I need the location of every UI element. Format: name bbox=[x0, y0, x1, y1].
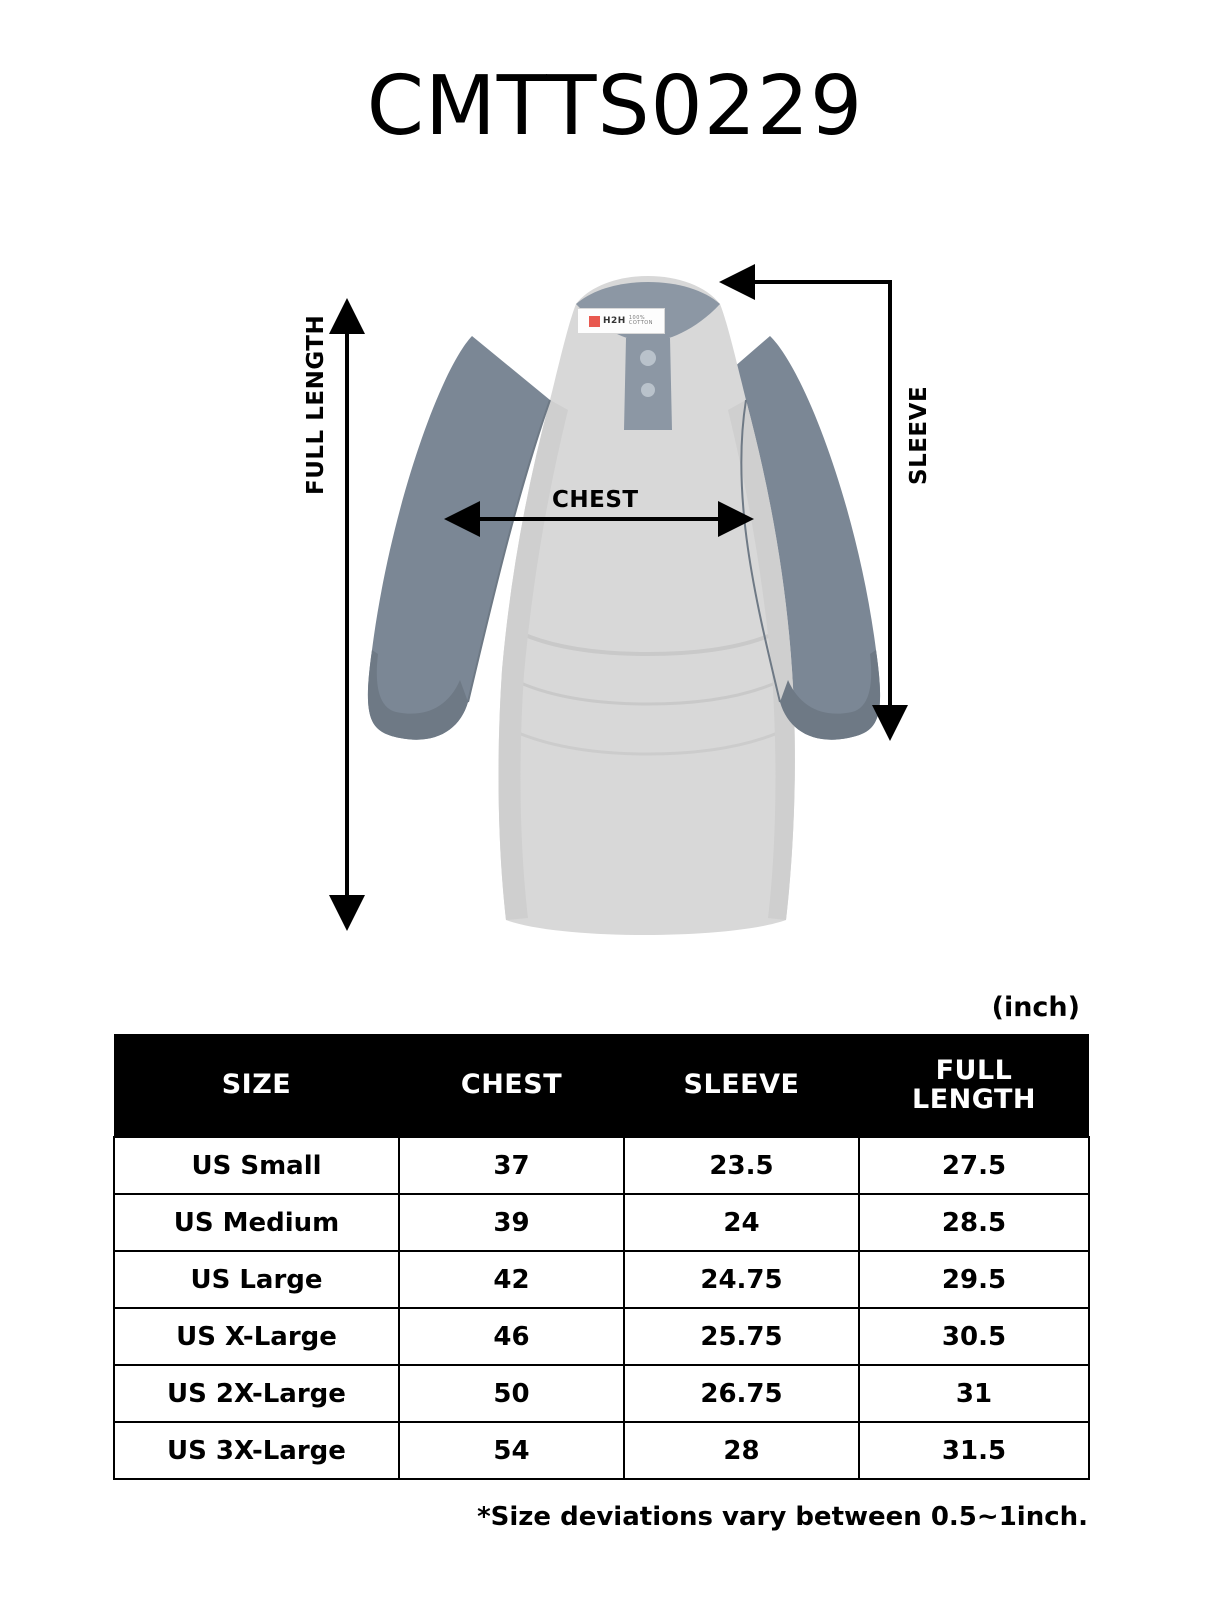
full-length-label: FULL LENGTH bbox=[303, 314, 329, 495]
table-row bbox=[114, 1251, 1089, 1308]
size-chart-table bbox=[113, 1034, 1090, 1480]
header-full-length-line2: LENGTH bbox=[912, 1084, 1036, 1115]
cell-chest: 50 bbox=[399, 1365, 624, 1422]
header-full-length bbox=[859, 1034, 1089, 1137]
button-top bbox=[640, 350, 656, 366]
header-size: SIZE bbox=[114, 1034, 399, 1137]
brand-name: H2H bbox=[603, 316, 626, 326]
tag-sub-line1: 100% bbox=[628, 314, 646, 321]
table-header-row bbox=[114, 1034, 1089, 1137]
cell-chest: 54 bbox=[399, 1422, 624, 1479]
cell-size: US Large bbox=[114, 1251, 399, 1308]
page-title: CMTTS0229 bbox=[366, 59, 864, 154]
header-full-length-line1: FULL bbox=[935, 1054, 1013, 1086]
button-bottom bbox=[641, 383, 655, 397]
brand-logo-icon bbox=[589, 316, 600, 327]
garment-illustration bbox=[300, 250, 1000, 970]
cell-chest: 39 bbox=[399, 1194, 624, 1251]
cell-full-length: 29.5 bbox=[859, 1251, 1089, 1308]
cell-sleeve: 25.75 bbox=[624, 1308, 859, 1365]
size-deviation-footnote: *Size deviations vary between 0.5~1inch. bbox=[477, 1502, 1088, 1532]
cell-chest: 46 bbox=[399, 1308, 624, 1365]
cell-size: US Small bbox=[114, 1137, 399, 1194]
table-row bbox=[114, 1194, 1089, 1251]
shirt-graphic bbox=[300, 250, 1000, 970]
cell-size: US 2X-Large bbox=[114, 1365, 399, 1422]
cell-size: US 3X-Large bbox=[114, 1422, 399, 1479]
header-chest: CHEST bbox=[399, 1034, 624, 1137]
cell-sleeve: 24 bbox=[624, 1194, 859, 1251]
cell-sleeve: 26.75 bbox=[624, 1365, 859, 1422]
cell-full-length: 30.5 bbox=[859, 1308, 1089, 1365]
cell-chest: 42 bbox=[399, 1251, 624, 1308]
cell-sleeve: 23.5 bbox=[624, 1137, 859, 1194]
cell-full-length: 31.5 bbox=[859, 1422, 1089, 1479]
tag-sub-line2: COTTON bbox=[628, 320, 653, 326]
table-row bbox=[114, 1422, 1089, 1479]
cell-chest: 37 bbox=[399, 1137, 624, 1194]
cell-full-length: 28.5 bbox=[859, 1194, 1089, 1251]
sleeve-label: SLEEVE bbox=[906, 385, 932, 485]
chest-label: CHEST bbox=[552, 487, 639, 513]
table-row bbox=[114, 1365, 1089, 1422]
cell-size: US X-Large bbox=[114, 1308, 399, 1365]
brand-tag bbox=[577, 308, 665, 334]
unit-note: (inch) bbox=[991, 992, 1080, 1023]
cell-full-length: 27.5 bbox=[859, 1137, 1089, 1194]
cell-full-length: 31 bbox=[859, 1365, 1089, 1422]
header-sleeve: SLEEVE bbox=[624, 1034, 859, 1137]
table-row bbox=[114, 1308, 1089, 1365]
cell-sleeve: 24.75 bbox=[624, 1251, 859, 1308]
table-row bbox=[114, 1137, 1089, 1194]
cell-size: US Medium bbox=[114, 1194, 399, 1251]
brand-tag-sub bbox=[629, 316, 653, 327]
cell-sleeve: 28 bbox=[624, 1422, 859, 1479]
